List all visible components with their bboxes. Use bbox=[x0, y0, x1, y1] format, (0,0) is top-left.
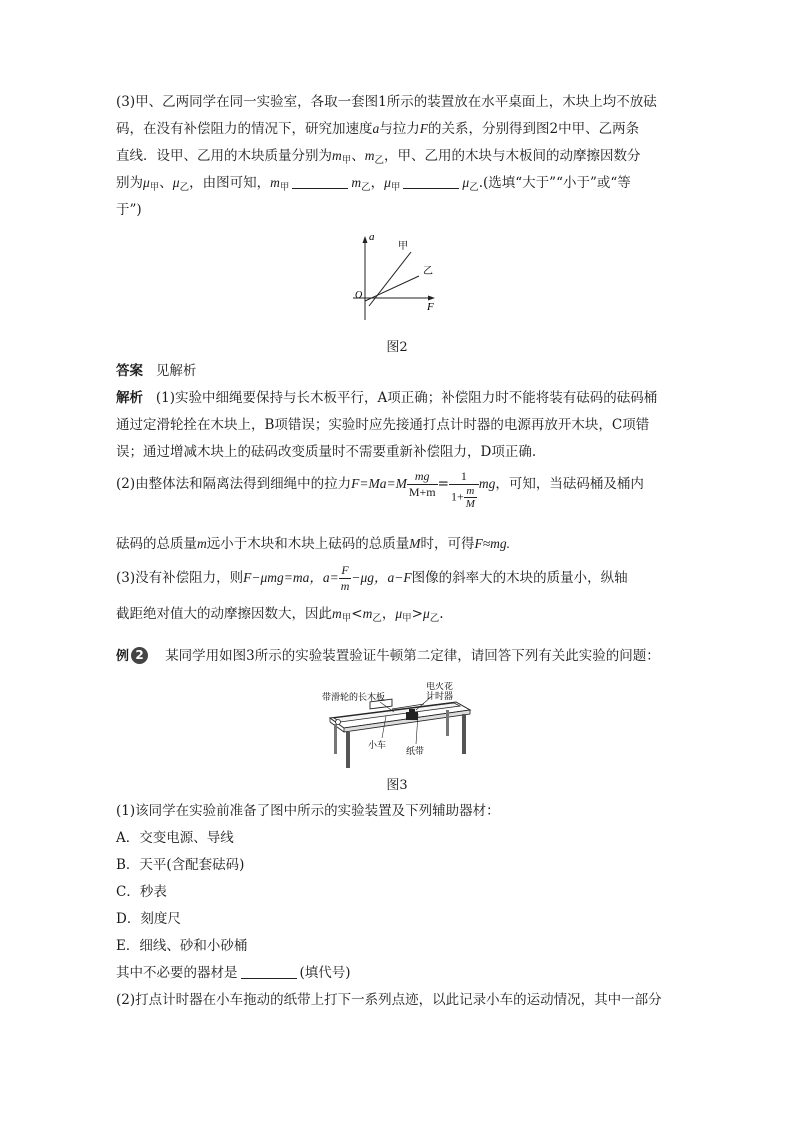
line-yi bbox=[365, 276, 419, 301]
q3-line-4: 别为$\mu_甲$、$\mu_乙$，由图可知，$m_甲$ $m_乙$，$\mu_甲$ $\mu_乙$.(选填“大于”“小于”或“等 bbox=[116, 175, 631, 193]
axis-label-a: a bbox=[369, 231, 375, 243]
figure-3-caption: 图3 bbox=[386, 778, 408, 793]
answer-blank-friction[interactable] bbox=[403, 174, 459, 189]
q1-option-c: C．秒表 bbox=[116, 884, 167, 900]
q1-option-d: D．刻度尺 bbox=[116, 911, 181, 927]
analysis-p1-line-2: 通过定滑轮拴在木块上，B项错误；实验时应先接通打点计时器的电源再放开木块，C项错 bbox=[116, 417, 650, 433]
fraction-one-over-1plus: 1 1+ $\frac{m}{M}$ bbox=[449, 469, 479, 510]
example-number-badge: 2 bbox=[131, 647, 148, 664]
analysis-p1-line-1: 解析 (1)实验中细绳要保持与长木板平行，A项正确；补偿阻力时不能将装有砝码的砝码桶 bbox=[116, 390, 658, 406]
label-timer-1: 电火花 bbox=[426, 682, 454, 691]
analysis-p1-line-3: 误；通过增减木块上的砝码改变质量时不需要重新补偿阻力，D项正确. bbox=[116, 444, 537, 460]
q3-line-3: 直线．设甲、乙用的木块质量分别为$m_甲$、$m_乙$，甲、乙用的木块与木板间的动摩擦因数分 bbox=[116, 148, 641, 166]
q2-text: (2)打点计时器在小车拖动的纸带上打下一系列点迹，以此记录小车的运动情况，其中一部分 bbox=[116, 992, 662, 1008]
figure-2-graph bbox=[335, 228, 445, 328]
answer-line: 答案 见解析 bbox=[116, 363, 197, 379]
origin-label: O bbox=[355, 290, 363, 301]
axis-label-F: F bbox=[427, 301, 434, 313]
label-cart: 小车 bbox=[368, 740, 387, 750]
label-jia: 甲 bbox=[398, 241, 408, 252]
q1-option-e: E．细线、砂和小砂桶 bbox=[116, 938, 248, 954]
fraction-F-over-m: $\frac{F}{m}$ bbox=[340, 563, 350, 593]
example-2-stem: 例 2 某同学用如图3所示的实验装置验证牛顿第二定律，请回答下列有关此实验的问题： bbox=[116, 648, 660, 664]
label-timer-2: 计时器 bbox=[426, 691, 454, 701]
analysis-p3-line-2: 截距绝对值大的动摩擦因数大，因此$m_甲<m_乙$，$\mu_甲>\mu_乙$. bbox=[116, 606, 444, 624]
figure-2-caption: 图2 bbox=[386, 340, 408, 355]
q1-ask: 其中不必要的器材是 (填代号) bbox=[116, 965, 351, 981]
answer-blank-equipment[interactable] bbox=[241, 964, 297, 979]
q3-line-1: (3)甲、乙两同学在同一实验室，各取一套图1所示的装置放在水平桌面上，木块上均不放砝 bbox=[116, 94, 657, 110]
analysis-p3-line-1: (3)没有补偿阻力，则F−μmg=ma，a= $\frac{F}{m}$ −μg，a−F图像的斜率大的木块的质量小，纵轴 bbox=[116, 563, 628, 593]
label-yi: 乙 bbox=[423, 266, 433, 277]
label-tape: 纸带 bbox=[406, 746, 425, 756]
analysis-p2-line-2: 砝码的总质量m远小于木块和木块上砝码的总质量M时，可得F≈mg. bbox=[116, 536, 511, 552]
q3-line-2: 码，在没有补偿阻力的情况下，研究加速度a与拉力F的关系，分别得到图2中甲、乙两条 bbox=[116, 121, 640, 137]
q3-line-5: 于”) bbox=[116, 202, 142, 218]
fraction-mg-over-Mm: $\frac{mg}{M+m}$ bbox=[408, 469, 436, 499]
q1-option-b: B．天平(含配套砝码) bbox=[116, 857, 245, 873]
q1-option-a: A．交变电源、导线 bbox=[116, 830, 234, 846]
label-long-board: 带滑轮的长木板 bbox=[322, 692, 386, 702]
example-label: 例 bbox=[116, 649, 130, 664]
figure-3-apparatus bbox=[320, 682, 480, 772]
answer-blank-mass[interactable] bbox=[292, 174, 348, 189]
analysis-p2-line-1: (2)由整体法和隔离法得到细绳中的拉力F=Ma=M $\frac{mg}{M+m}$ = 1 1+ $\frac{m}{M}$ mg，可知，当砝码桶及桶内 bbox=[116, 468, 644, 510]
q1-stem: (1)该同学在实验前准备了图中所示的实验装置及下列辅助器材： bbox=[116, 803, 500, 819]
